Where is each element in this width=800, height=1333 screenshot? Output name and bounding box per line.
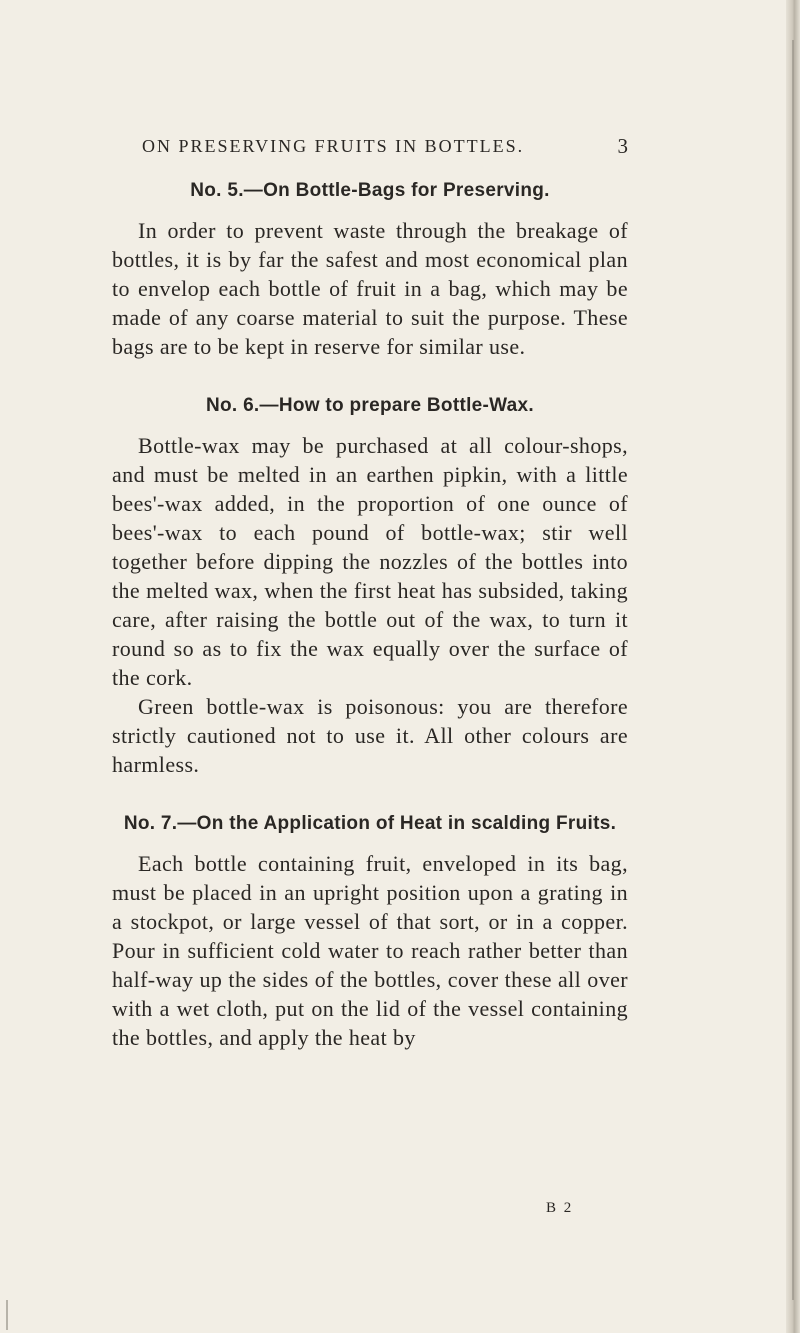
- paragraph: Bottle-wax may be purchased at all colour-shops, and must be melted in an earthen pipkin, with a little bees'-wax added, in the proportion of one ounce of bees'-wax to each pound of bottle-wax; stir well together before dipping the nozzles of the bottles into the melted wax, when the first heat has subsided, taking care, after raising the bottle out of the wax, to turn it round so as to fix the wax equally over the surface of the cork.: [112, 433, 628, 690]
- page-number: 3: [617, 134, 628, 158]
- paragraph: In order to prevent waste through the breakage of bottles, it is by far the safest and most economical plan to envelop each bottle of fruit in a bag, which may be made of any coarse material to suit the purpose. These bags are to be kept in reserve for similar use.: [112, 218, 628, 359]
- running-title: ON PRESERVING FRUITS IN BOTTLES.: [142, 136, 525, 156]
- section-bottle-bags: [112, 180, 628, 361]
- page-binding-edge: [786, 0, 800, 1333]
- section-heading: No. 7.—On the Application of Heat in scalding Fruits.: [123, 813, 617, 834]
- scan-artifact-mark: [6, 1300, 8, 1330]
- binding-shadow-line: [792, 40, 794, 1300]
- main-text: [112, 180, 628, 1086]
- paragraph: Each bottle containing fruit, enveloped in its bag, must be placed in an upright position upon a grating in a stockpot, or large vessel of that sort, or in a copper. Pour in sufficient cold water to reach rather better than half-way up the sides of the bottles, cover these all over with a wet cloth, put on the lid of the vessel containing the bottles, and apply the heat by: [112, 851, 628, 1050]
- paragraph: Green bottle-wax is poisonous: you are therefore strictly cautioned not to use it. All other colours are harmless.: [112, 694, 628, 777]
- section-application-of-heat: [112, 813, 628, 1052]
- section-bottle-wax: [112, 395, 628, 779]
- section-heading: No. 6.—How to prepare Bottle-Wax.: [205, 395, 534, 416]
- signature-mark: B 2: [546, 1200, 574, 1216]
- section-heading: No. 5.—On Bottle-Bags for Preserving.: [190, 180, 550, 201]
